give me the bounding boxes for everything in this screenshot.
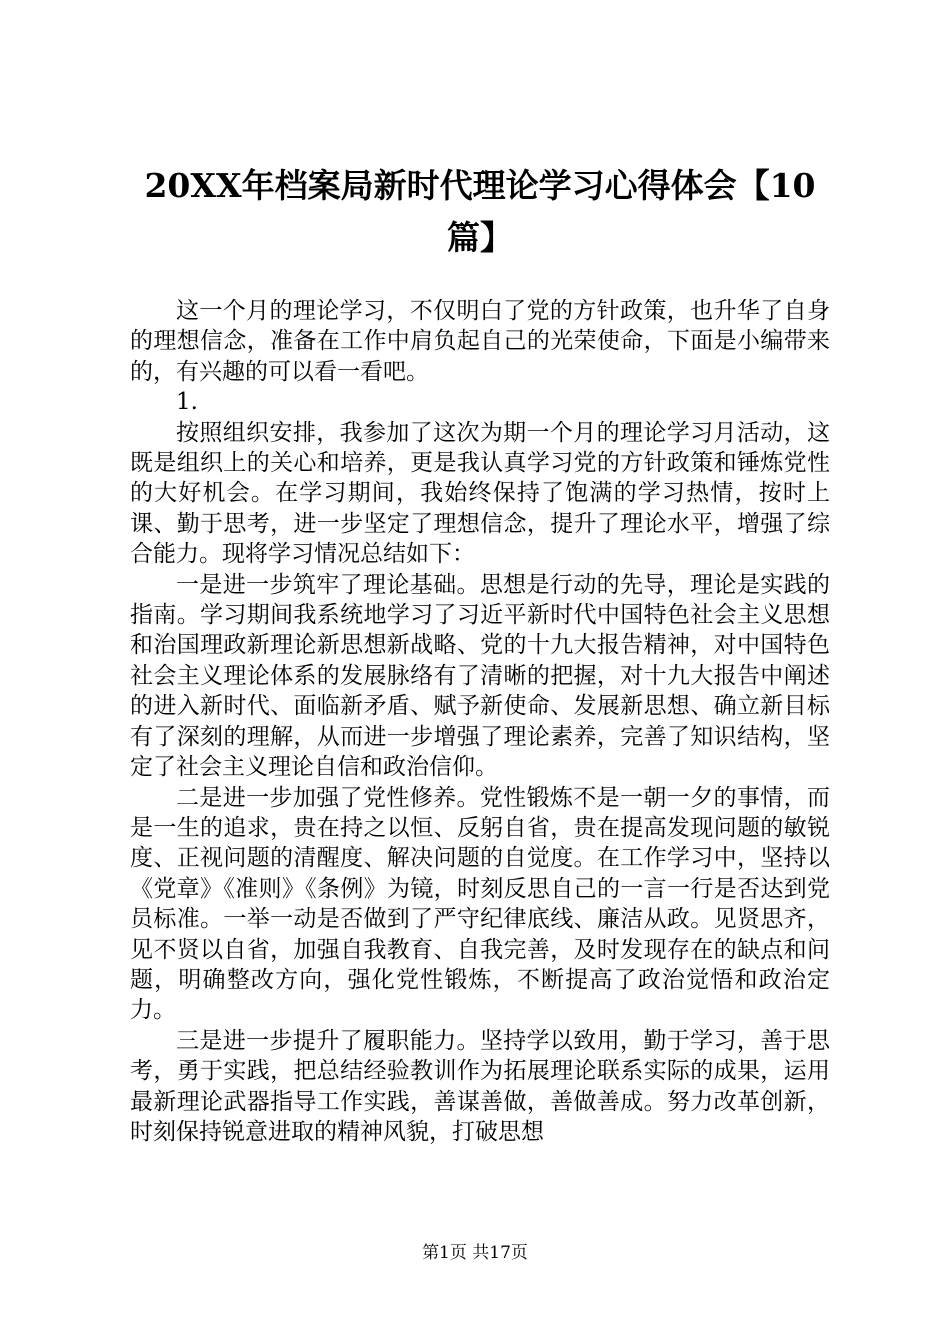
body-paragraph: 按照组织安排，我参加了这次为期一个月的理论学习月活动，这既是组织上的关心和培养，更是我认真学习党的方针政策和锤炼党性的大好机会。在学习期间，我始终保持了饱满的学习热情，按时上课、勤于思考，进一步坚定了理想信念，提升了理论水平，增强了综合能力。现将学习情况总结如下： bbox=[130, 419, 830, 568]
body-paragraph: 二是进一步加强了党性修养。党性锻炼不是一朝一夕的事情，而是一生的追求，贵在持之以恒、反躬自省，贵在提高发现问题的敏锐度、正视问题的清醒度、解决问题的自觉度。在工作学习中，坚持以《党章》《准则》《条例》为镜，时刻反思自己的一言一行是否达到党员标准。一举一动是否做到了严守纪律底线、廉洁从政。见贤思齐，见不贤以自省，加强自我教育、自我完善，及时发现存在的缺点和问题，明确整改方向，强化党性锻炼，不断提高了政治觉悟和政治定力。 bbox=[130, 784, 830, 1024]
body-paragraph: 三是进一步提升了履职能力。坚持学以致用，勤于学习，善于思考，勇于实践，把总结经验教训作为拓展理论联系实际的成果，运用最新理论武器指导工作实践，善谋善做，善做善成。努力改革创新，时刻保持锐意进取的精神风貌，打破思想 bbox=[130, 1027, 830, 1145]
document-body bbox=[130, 296, 830, 1148]
section-number: 1. bbox=[176, 389, 198, 416]
document-title: 20XX年档案局新时代理论学习心得体会【10篇】 bbox=[144, 166, 816, 257]
body-paragraph: 一是进一步筑牢了理论基础。思想是行动的先导，理论是实践的指南。学习期间我系统地学习了习近平新时代中国特色社会主义思想和治国理政新理论新思想新战略、党的十九大报告精神，对中国特色社会主义理论体系的发展脉络有了清晰的把握，对十九大报告中阐述的进入新时代、面临新矛盾、赋予新使命、发展新思想、确立新目标有了深刻的理解，从而进一步增强了理论素养，完善了知识结构，坚定了社会主义理论自信和政治信仰。 bbox=[130, 571, 830, 781]
page-number: 第1页 共17页 bbox=[422, 1243, 528, 1263]
intro-paragraph: 这一个月的理论学习，不仅明白了党的方针政策，也升华了自身的理想信念，准备在工作中肩负起自己的光荣使命，下面是小编带来的，有兴趣的可以看一看吧。 bbox=[130, 298, 830, 385]
